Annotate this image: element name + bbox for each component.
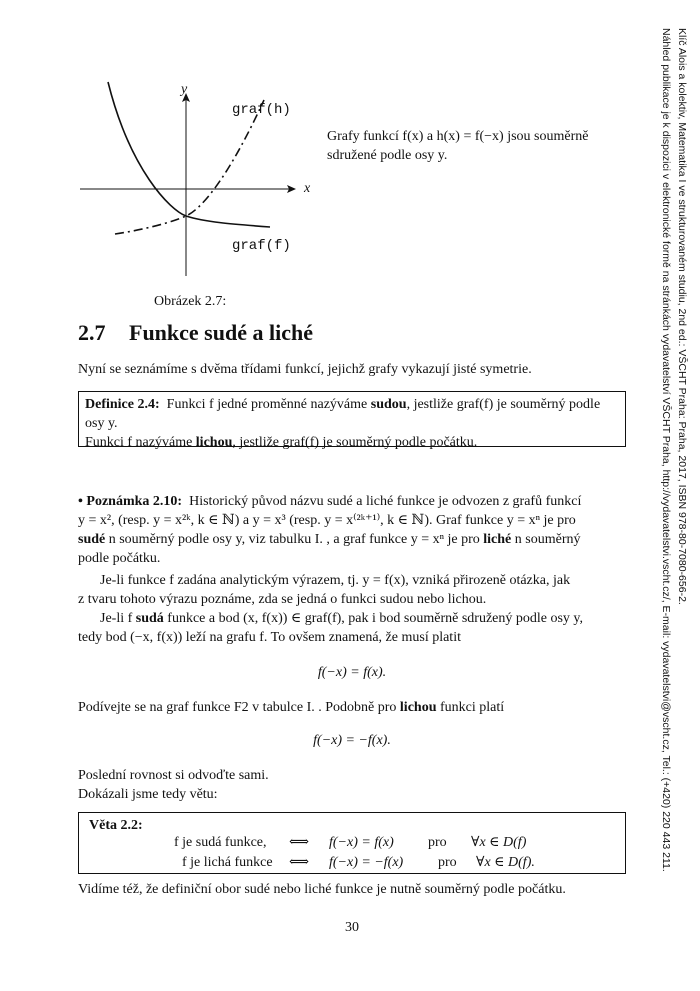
note-bold-odd: liché [483,532,512,547]
section-title: Funkce sudé a liché [129,320,313,345]
theorem-label: Věta 2.2: [89,818,143,833]
note-label: • Poznámka 2.10: [78,494,183,509]
paragraph-analytic-line1: Je-li funkce f zadána analytickým výrazem, tj. y = f(x), vzniká přirozeně otázka, jak [100,573,571,588]
paragraph-even-pre: Je-li f [100,611,136,626]
y-axis-label: y [181,82,188,97]
section-number: 2.7 [78,320,106,345]
graph-h-label: graf(h) [232,102,291,118]
page-number: 30 [345,920,359,935]
paragraph-even-bold: sudá [135,611,164,626]
x-axis-label: x [304,181,311,196]
graph-h-curve [115,100,264,234]
theorem-r2-b: ⟺ [289,855,310,870]
paragraph-conclusion-line2: Dokázali jsme tedy větu: [78,787,218,802]
note-line1: Historický původ názvu sudé a liché funkce je odvozen z grafů funkcí [189,494,582,509]
note-bold-even: sudé [78,532,106,547]
paragraph-odd [78,698,626,717]
figure-caption: Obrázek 2.7: [154,294,227,309]
figure [80,80,320,280]
theorem-r1-c: f(−x) = f(x) [329,835,394,850]
paragraph-analytic-line2: z tvaru tohoto výrazu poznáme, zda se jedná o funkci sudou nebo lichou. [78,592,487,607]
sidebar-line2: Náhled publikace je k dispozici v elektronické formě na stránkách vydavatelství VŠCHT Praha, http://vydavatelstvi.vscht.cz/, E-mail: vydavatelstvi@vscht.cz, Tel.: (+420) 220 443 211. [660,28,672,872]
closing-paragraph: Vidíme též, že definiční obor sudé nebo liché funkce je nutně souměrný podle počátku. [78,882,566,897]
equation-even: f(−x) = f(x). [317,665,387,680]
paragraph-even-line2: tedy bod (−x, f(x)) leží na grafu f. To ovšem znamená, že musí platit [78,630,461,645]
definition-line1-pre: Funkci f jedné proměnné nazýváme [166,397,371,412]
equation-odd: f(−x) = −f(x). [313,733,391,748]
theorem-r2-a: f je lichá funkce [182,855,273,870]
intro-paragraph: Nyní se seznámíme s dvěma třídami funkcí, jejichž grafy vykazují jisté symetrie. [78,362,532,377]
paragraph-odd-bold: lichou [399,700,437,715]
note-line2: y = x², (resp. y = x²ᵏ, k ∈ ℕ) a y = x³ (resp. y = x⁽²ᵏ⁺¹⁾, k ∈ ℕ). Graf funkce y = xⁿ je pro [78,513,576,528]
theorem-r2-e: ∀x ∈ D(f). [476,855,535,870]
paragraph-even-post: funkce a bod (x, f(x)) ∈ graf(f), pak i bod souměrně sdružený podle osy y, [163,611,584,626]
note-paragraph [78,492,626,568]
paragraph-even [78,609,626,647]
paragraph-conclusion-line1: Poslední rovnost si odvoďte sami. [78,768,269,783]
definition-line2-post: , jestliže graf(f) je souměrný podle počátku. [232,435,478,450]
theorem-r2-c: f(−x) = −f(x) [329,855,404,870]
definition-term-odd: lichou [195,435,233,450]
figure-side-text: Grafy funkcí f(x) a h(x) = f(−x) jsou souměrně sdružené podle osy y. [327,129,589,163]
paragraph-conclusion [78,766,626,804]
sidebar-citation [652,28,692,928]
definition-box [78,391,626,450]
paragraph-odd-post: funkci platí [436,700,505,715]
definition-label: Definice 2.4: [85,397,160,412]
note-line4: podle počátku. [78,551,161,566]
definition-term-even: sudou [370,397,407,412]
graph-f-label: graf(f) [232,238,291,254]
note-line3-mid: n souměrný podle osy y, viz tabulku I. , a graf funkce y = xⁿ je pro [105,532,484,547]
definition-line2-pre: Funkci f nazýváme [85,435,196,450]
paragraph-odd-pre: Podívejte se na graf funkce F2 v tabulce I. . Podobně pro [78,700,400,715]
theorem-r1-a: f je sudá funkce, [174,835,267,850]
theorem-r1-b: ⟺ [289,835,310,850]
sidebar-line1: Klíč Alois a kolektiv, Matematika I ve strukturovaném studiu, 2nd ed.: VŠCHT Praha: Praha, 2017, ISBN 978-80-7080-656-2. [676,28,688,605]
section-heading [78,320,313,346]
theorem-r1-e: ∀x ∈ D(f) [471,835,527,850]
theorem-r1-d: pro [428,835,447,850]
paragraph-analytic [78,571,626,609]
theorem-box [78,812,626,874]
theorem-r2-d: pro [438,855,457,870]
definition-line1-post: , jestliže graf(f) je souměrný podle osy y. [85,397,601,431]
note-line3-end: n souměrný [511,532,581,547]
